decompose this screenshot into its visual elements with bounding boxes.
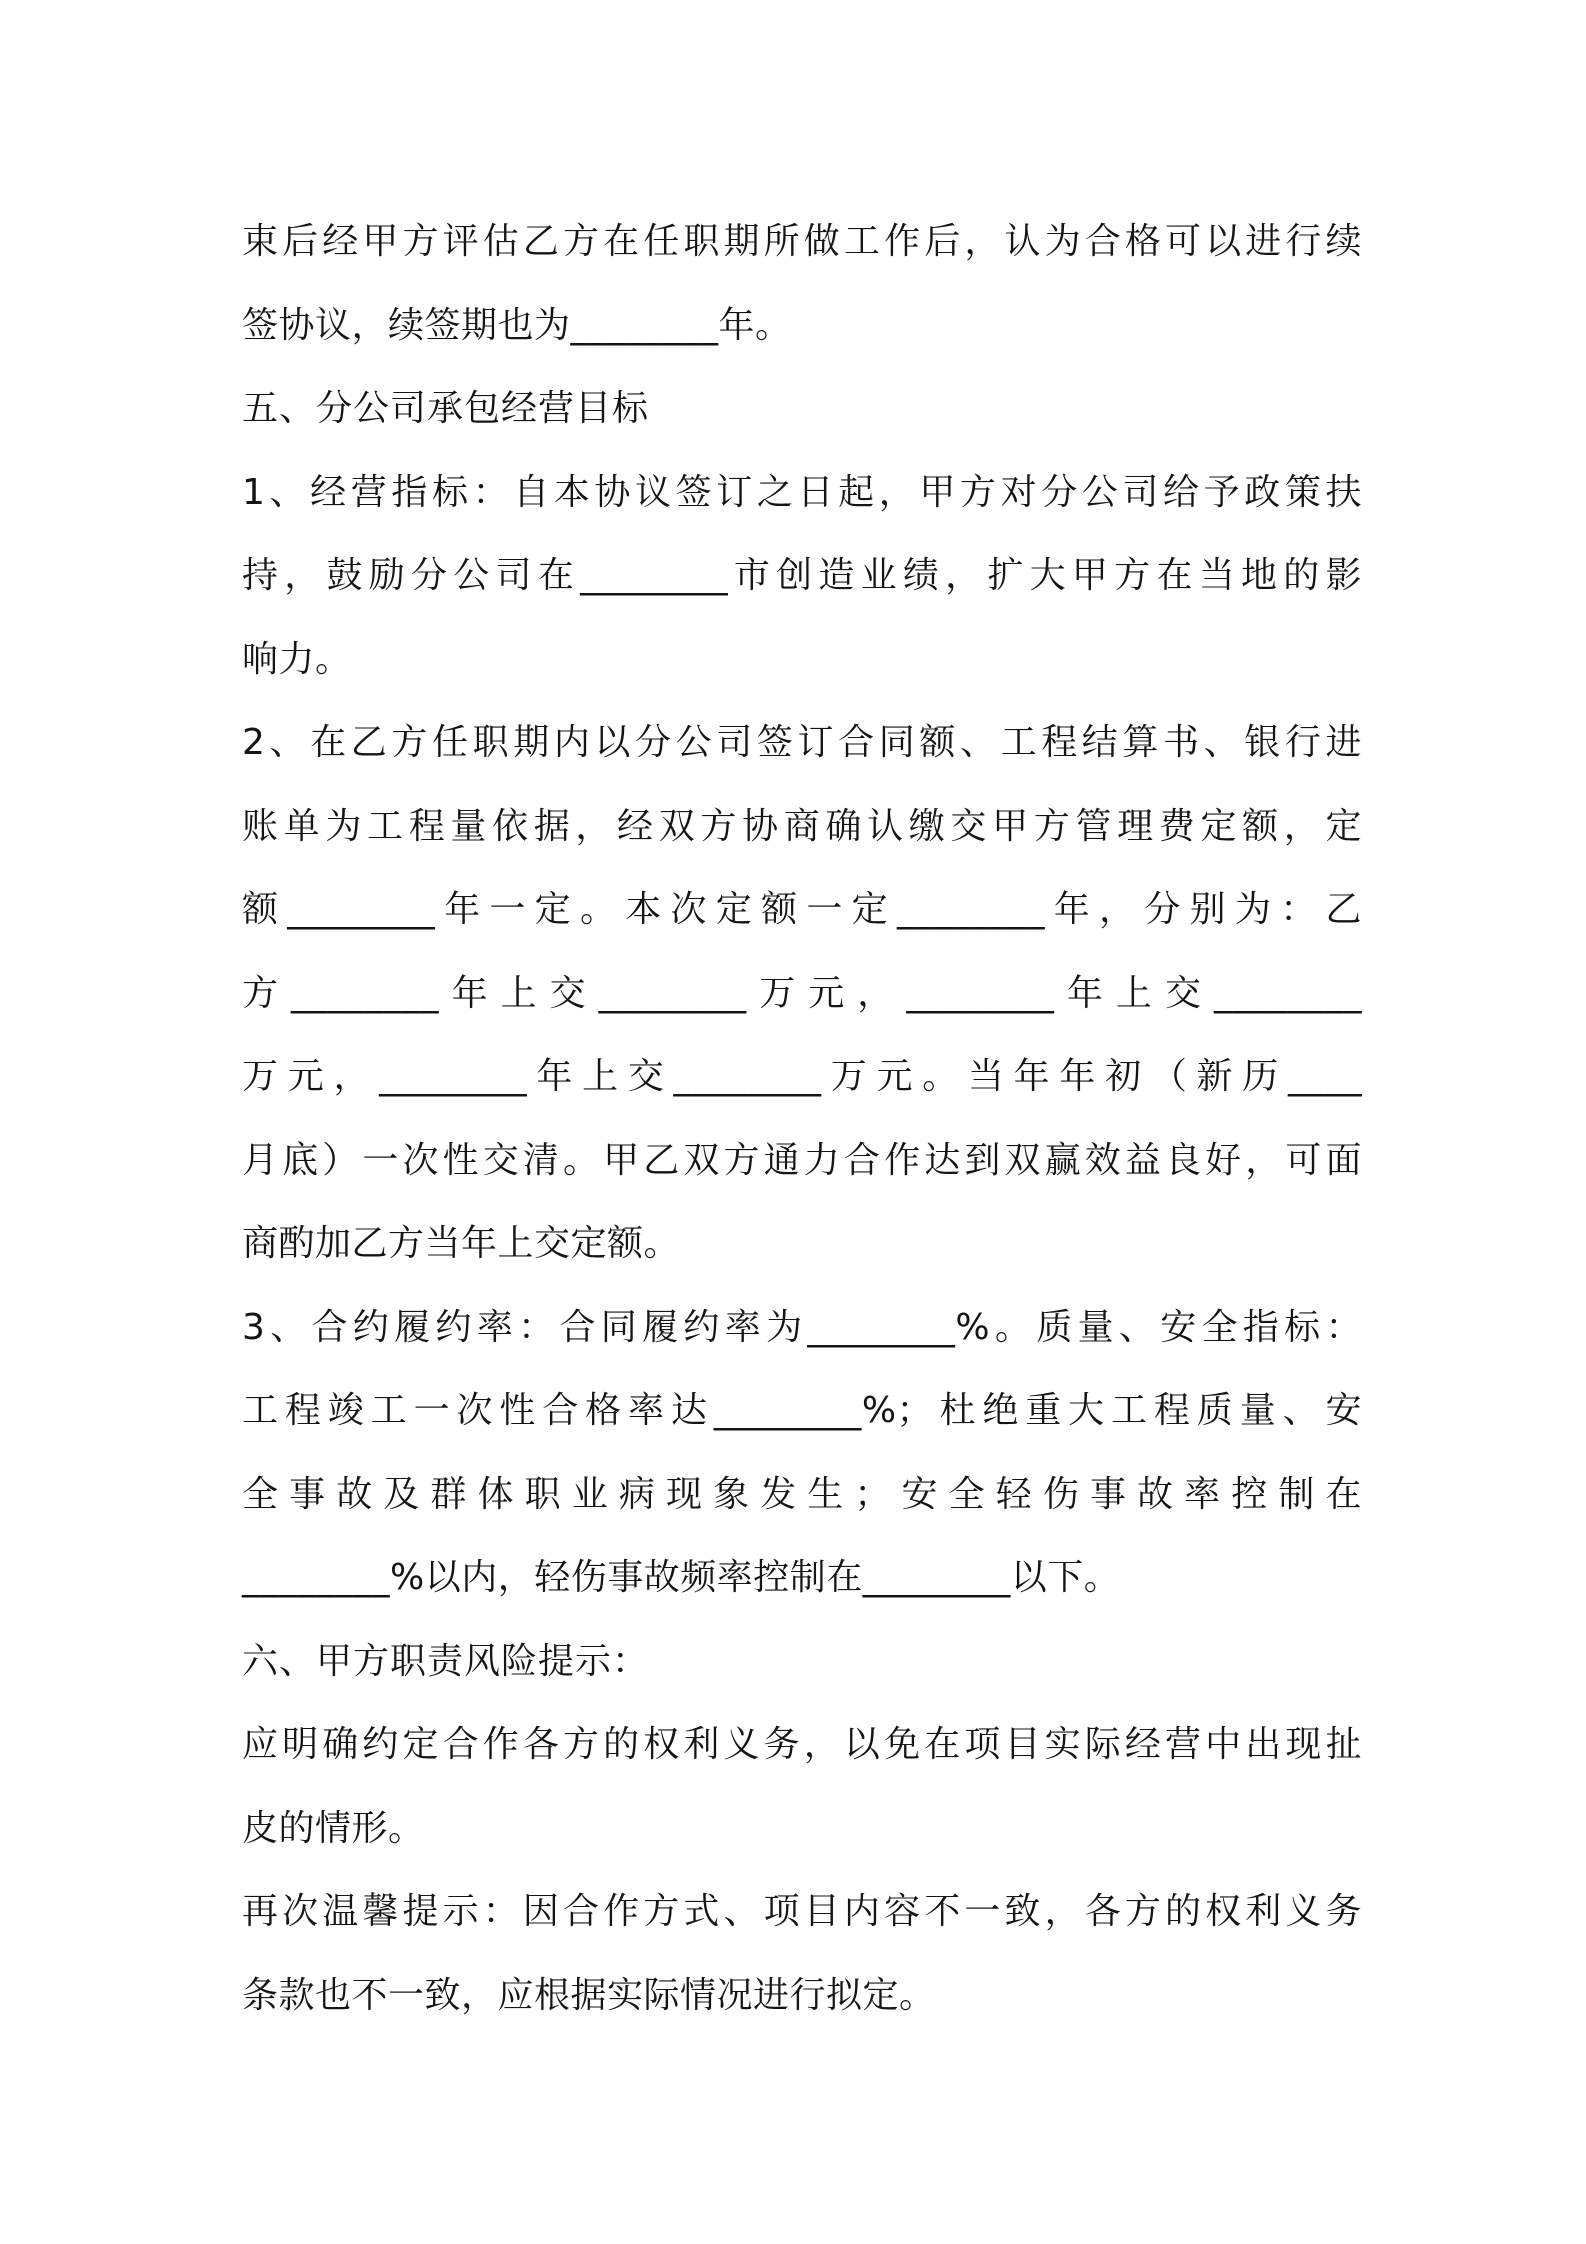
text-line: 条款也不一致，应根据实际情况进行拟定。 <box>242 1974 936 2016</box>
text-line: 3、合约履约率：合同履约率为________%。质量、安全指标： <box>242 1306 1362 1348</box>
text-line: 签协议，续签期也为________年。 <box>242 304 792 346</box>
text-line: 方________年上交________万元，________年上交________ <box>242 972 1362 1014</box>
text-line: 月底）一次性交清。甲乙双方通力合作达到双赢效益良好，可面 <box>242 1139 1362 1181</box>
text-line: 2、在乙方任职期内以分公司签订合同额、工程结算书、银行进 <box>242 722 1362 763</box>
section-heading-5: 五、分公司承包经营目标 <box>242 388 650 429</box>
text-line: 账单为工程量依据，经双方协商确认缴交甲方管理费定额，定 <box>242 805 1362 847</box>
text-line: 再次温馨提示：因合作方式、项目内容不一致，各方的权利义务 <box>242 1891 1362 1932</box>
text-line: 商酌加乙方当年上交定额。 <box>242 1223 681 1264</box>
text-line: 应明确约定合作各方的权利义务，以免在项目实际经营中出现扯 <box>242 1724 1362 1765</box>
text-line: ________%以内，轻伤事故频率控制在________以下。 <box>242 1557 1121 1598</box>
text-line: 全事故及群体职业病现象发生；安全轻伤事故率控制在 <box>242 1473 1362 1515</box>
section-heading-6: 六、甲方职责风险提示： <box>242 1640 650 1682</box>
text-line: 束后经甲方评估乙方在任职期所做工作后，认为合格可以进行续 <box>242 221 1362 262</box>
text-line: 额________年一定。本次定额一定________年，分别为：乙 <box>242 889 1362 930</box>
text-line: 万元，________年上交________万元。当年年初（新历____ <box>242 1056 1362 1097</box>
text-line: 响力。 <box>242 638 352 680</box>
text-line: 皮的情形。 <box>242 1807 425 1849</box>
text-line: 工程竣工一次性合格率达________%；杜绝重大工程质量、安 <box>242 1390 1362 1431</box>
text-line: 1、经营指标：自本协议签订之日起，甲方对分公司给予政策扶 <box>242 471 1362 513</box>
document-body <box>242 200 1362 2037</box>
text-line: 持，鼓励分公司在________市创造业绩，扩大甲方在当地的影 <box>242 555 1362 596</box>
